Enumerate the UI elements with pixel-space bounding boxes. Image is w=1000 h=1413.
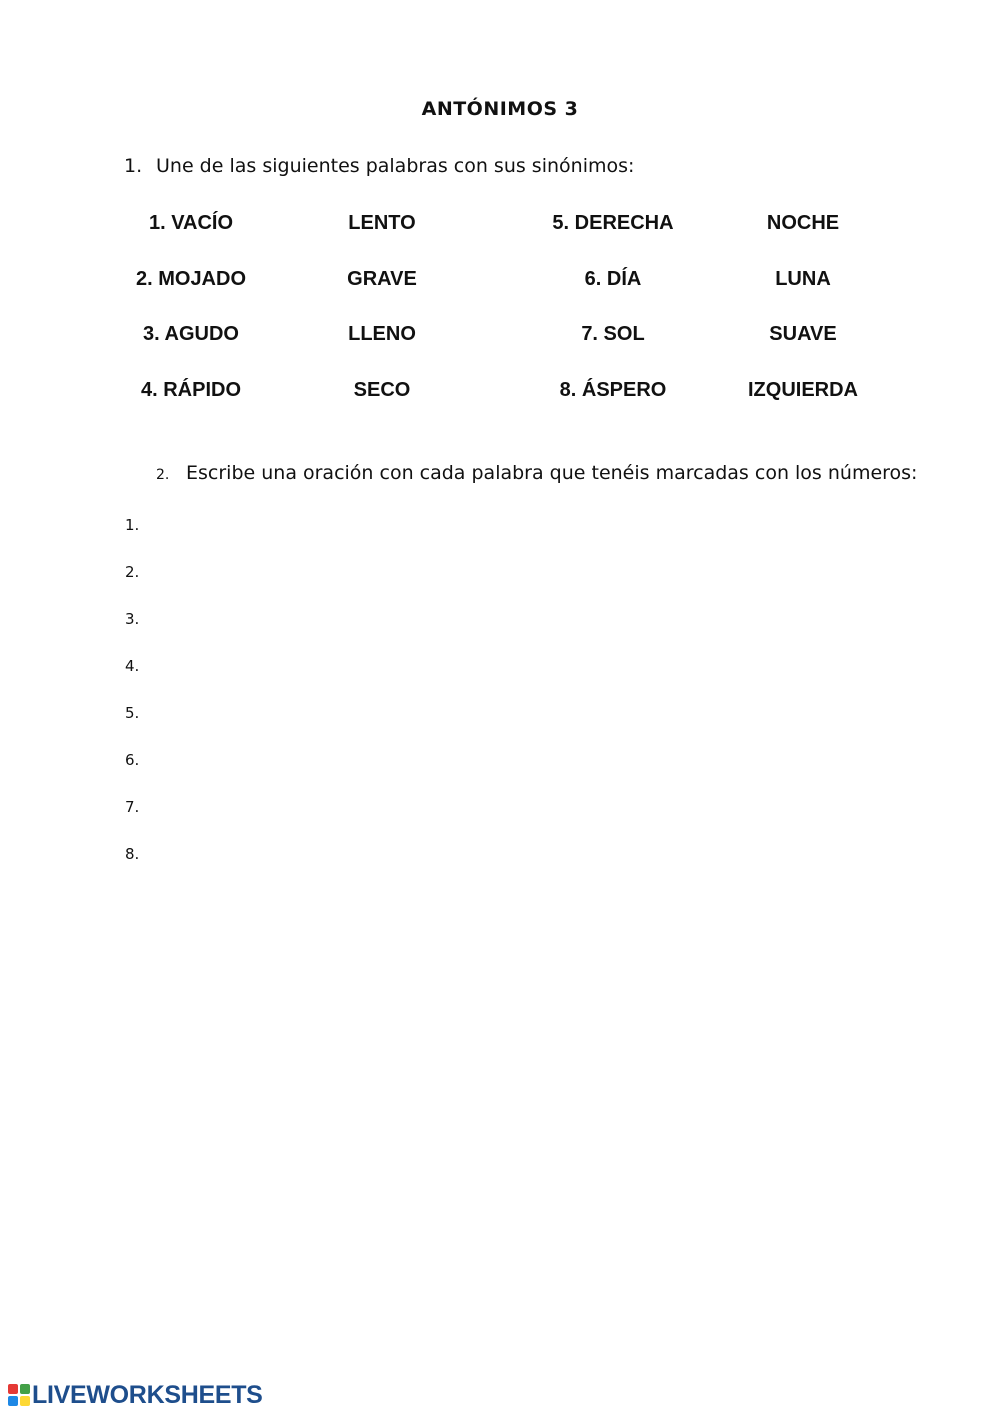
question-1-text: Une de las siguientes palabras con sus sinónimos: [156,155,635,177]
answer-line-6: 6. [125,751,140,769]
question-2 [156,462,917,484]
grid-word-r4-c4: IZQUIERDA [748,379,858,401]
question-1 [124,155,634,177]
answer-line-8: 8. [125,845,140,863]
grid-word-r4-c3: 8. ÁSPERO [559,379,667,401]
grid-word-r3-c4: SUAVE [769,323,837,345]
grid-word-r3-c3: 7. SOL [581,323,645,345]
logo-square-green [20,1384,30,1394]
grid-word-r4-c1: 4. RÁPIDO [140,379,242,401]
answer-line-3: 3. [125,610,140,628]
grid-word-r4-c2: SECO [353,379,411,401]
grid-word-r2-c2: GRAVE [347,268,417,290]
question-1-number: 1. [124,155,143,177]
grid-word-r1-c2: LENTO [348,212,416,234]
logo-square-yellow [20,1396,30,1406]
liveworksheets-logo-icon [8,1384,30,1406]
logo-square-blue [8,1396,18,1406]
answer-line-4: 4. [125,657,140,675]
grid-word-r1-c1: 1. VACÍO [148,212,234,234]
grid-word-r1-c3: 5. DERECHA [552,212,674,234]
question-2-text: Escribe una oración con cada palabra que tenéis marcadas con los números: [186,462,918,484]
grid-word-r2-c4: LUNA [775,268,831,290]
grid-word-r2-c3: 6. DÍA [584,268,642,290]
grid-word-r3-c1: 3. AGUDO [143,323,239,345]
logo-text: LIVEWORKSHEETS [32,1380,263,1409]
worksheet-title: ANTÓNIMOS 3 [421,98,579,120]
answer-line-5: 5. [125,704,140,722]
grid-word-r2-c1: 2. MOJADO [135,268,247,290]
answer-line-1: 1. [125,516,140,534]
question-2-number: 2. [156,467,170,483]
grid-word-r3-c2: LLENO [348,323,416,345]
logo-square-red [8,1384,18,1394]
grid-word-r1-c4: NOCHE [766,212,840,234]
answer-line-7: 7. [125,798,140,816]
answer-line-2: 2. [125,563,140,581]
footer-logo[interactable] [8,1380,263,1410]
